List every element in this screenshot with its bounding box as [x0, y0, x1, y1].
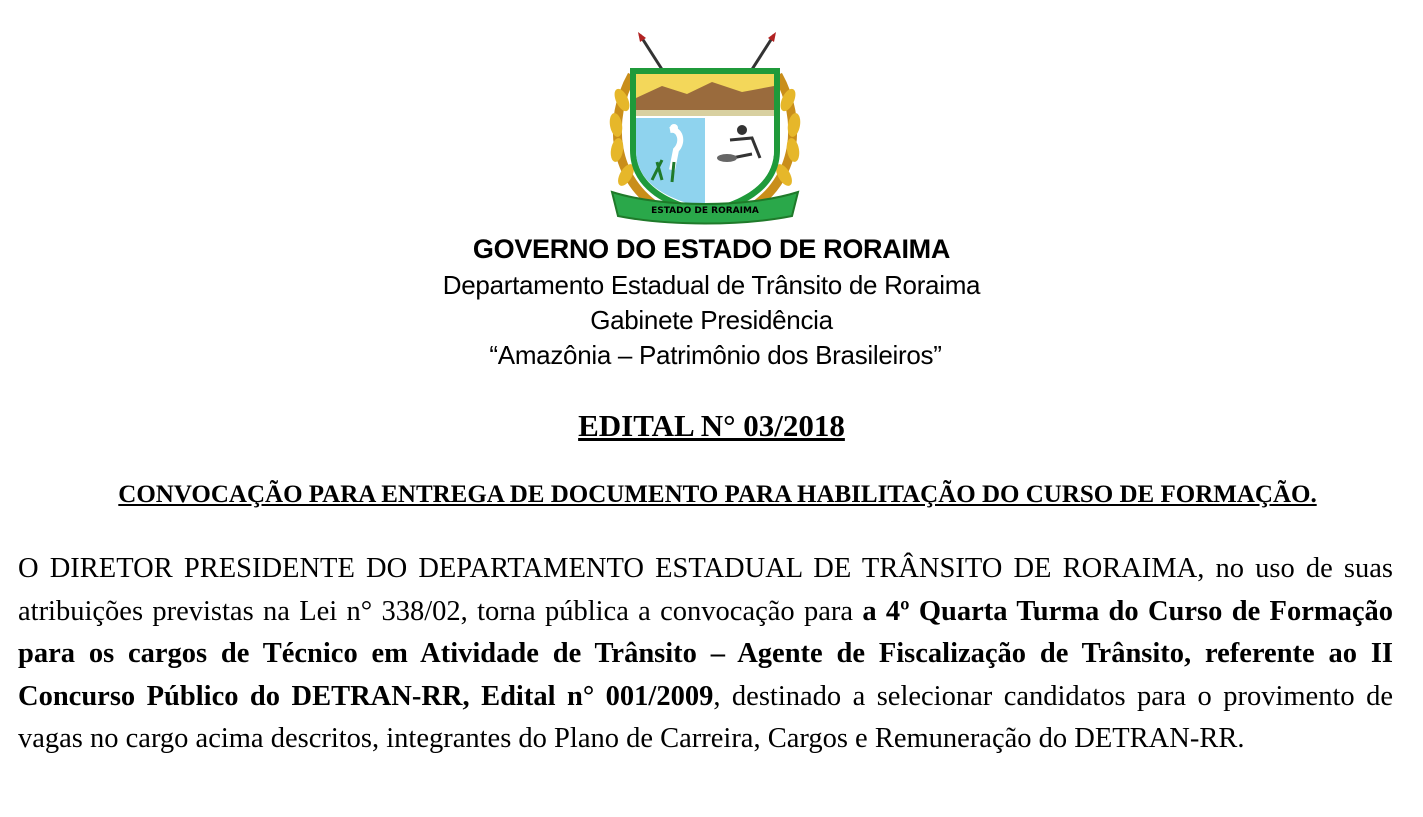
edital-body-paragraph — [18, 548, 1393, 761]
department-name: Departamento Estadual de Trânsito de Roraima — [442, 270, 981, 300]
state-motto: “Amazônia – Patrimônio dos Brasileiros” — [489, 340, 942, 370]
emblem-banner-text: ESTADO DE RORAIMA — [651, 206, 759, 216]
edital-number: EDITAL N° 03/2018 — [578, 408, 845, 443]
body-text-part2: , destinado a selecionar candidatos para o provimento de vagas no cargo acima descritos, integrantes do Plano de Carreira, Cargos e Remuneração do DETRAN-RR. — [18, 680, 1393, 754]
roraima-coat-of-arms-icon — [602, 30, 808, 236]
body-text-part1: O DIRETOR PRESIDENTE DO DEPARTAMENTO ESTADUAL DE TRÂNSITO DE RORAIMA, no uso de suas atribuições previstas na Lei n° 338/02, torna pública a convocação para — [18, 553, 1393, 627]
government-title: GOVERNO DO ESTADO DE RORAIMA — [472, 234, 951, 264]
body-text-bold: a 4º Quarta Turma do Curso de Formação para os cargos de Técnico em Atividade de Trânsito – Agente de Fiscalização de Trânsito, referente ao II Concurso Público do DETRAN-RR, Edital n° 001/2009 — [18, 595, 1393, 712]
office-name: Gabinete Presidência — [590, 305, 833, 335]
edital-subject: CONVOCAÇÃO PARA ENTREGA DE DOCUMENTO PARA HABILITAÇÃO DO CURSO DE FORMAÇÃO. — [118, 481, 1317, 508]
